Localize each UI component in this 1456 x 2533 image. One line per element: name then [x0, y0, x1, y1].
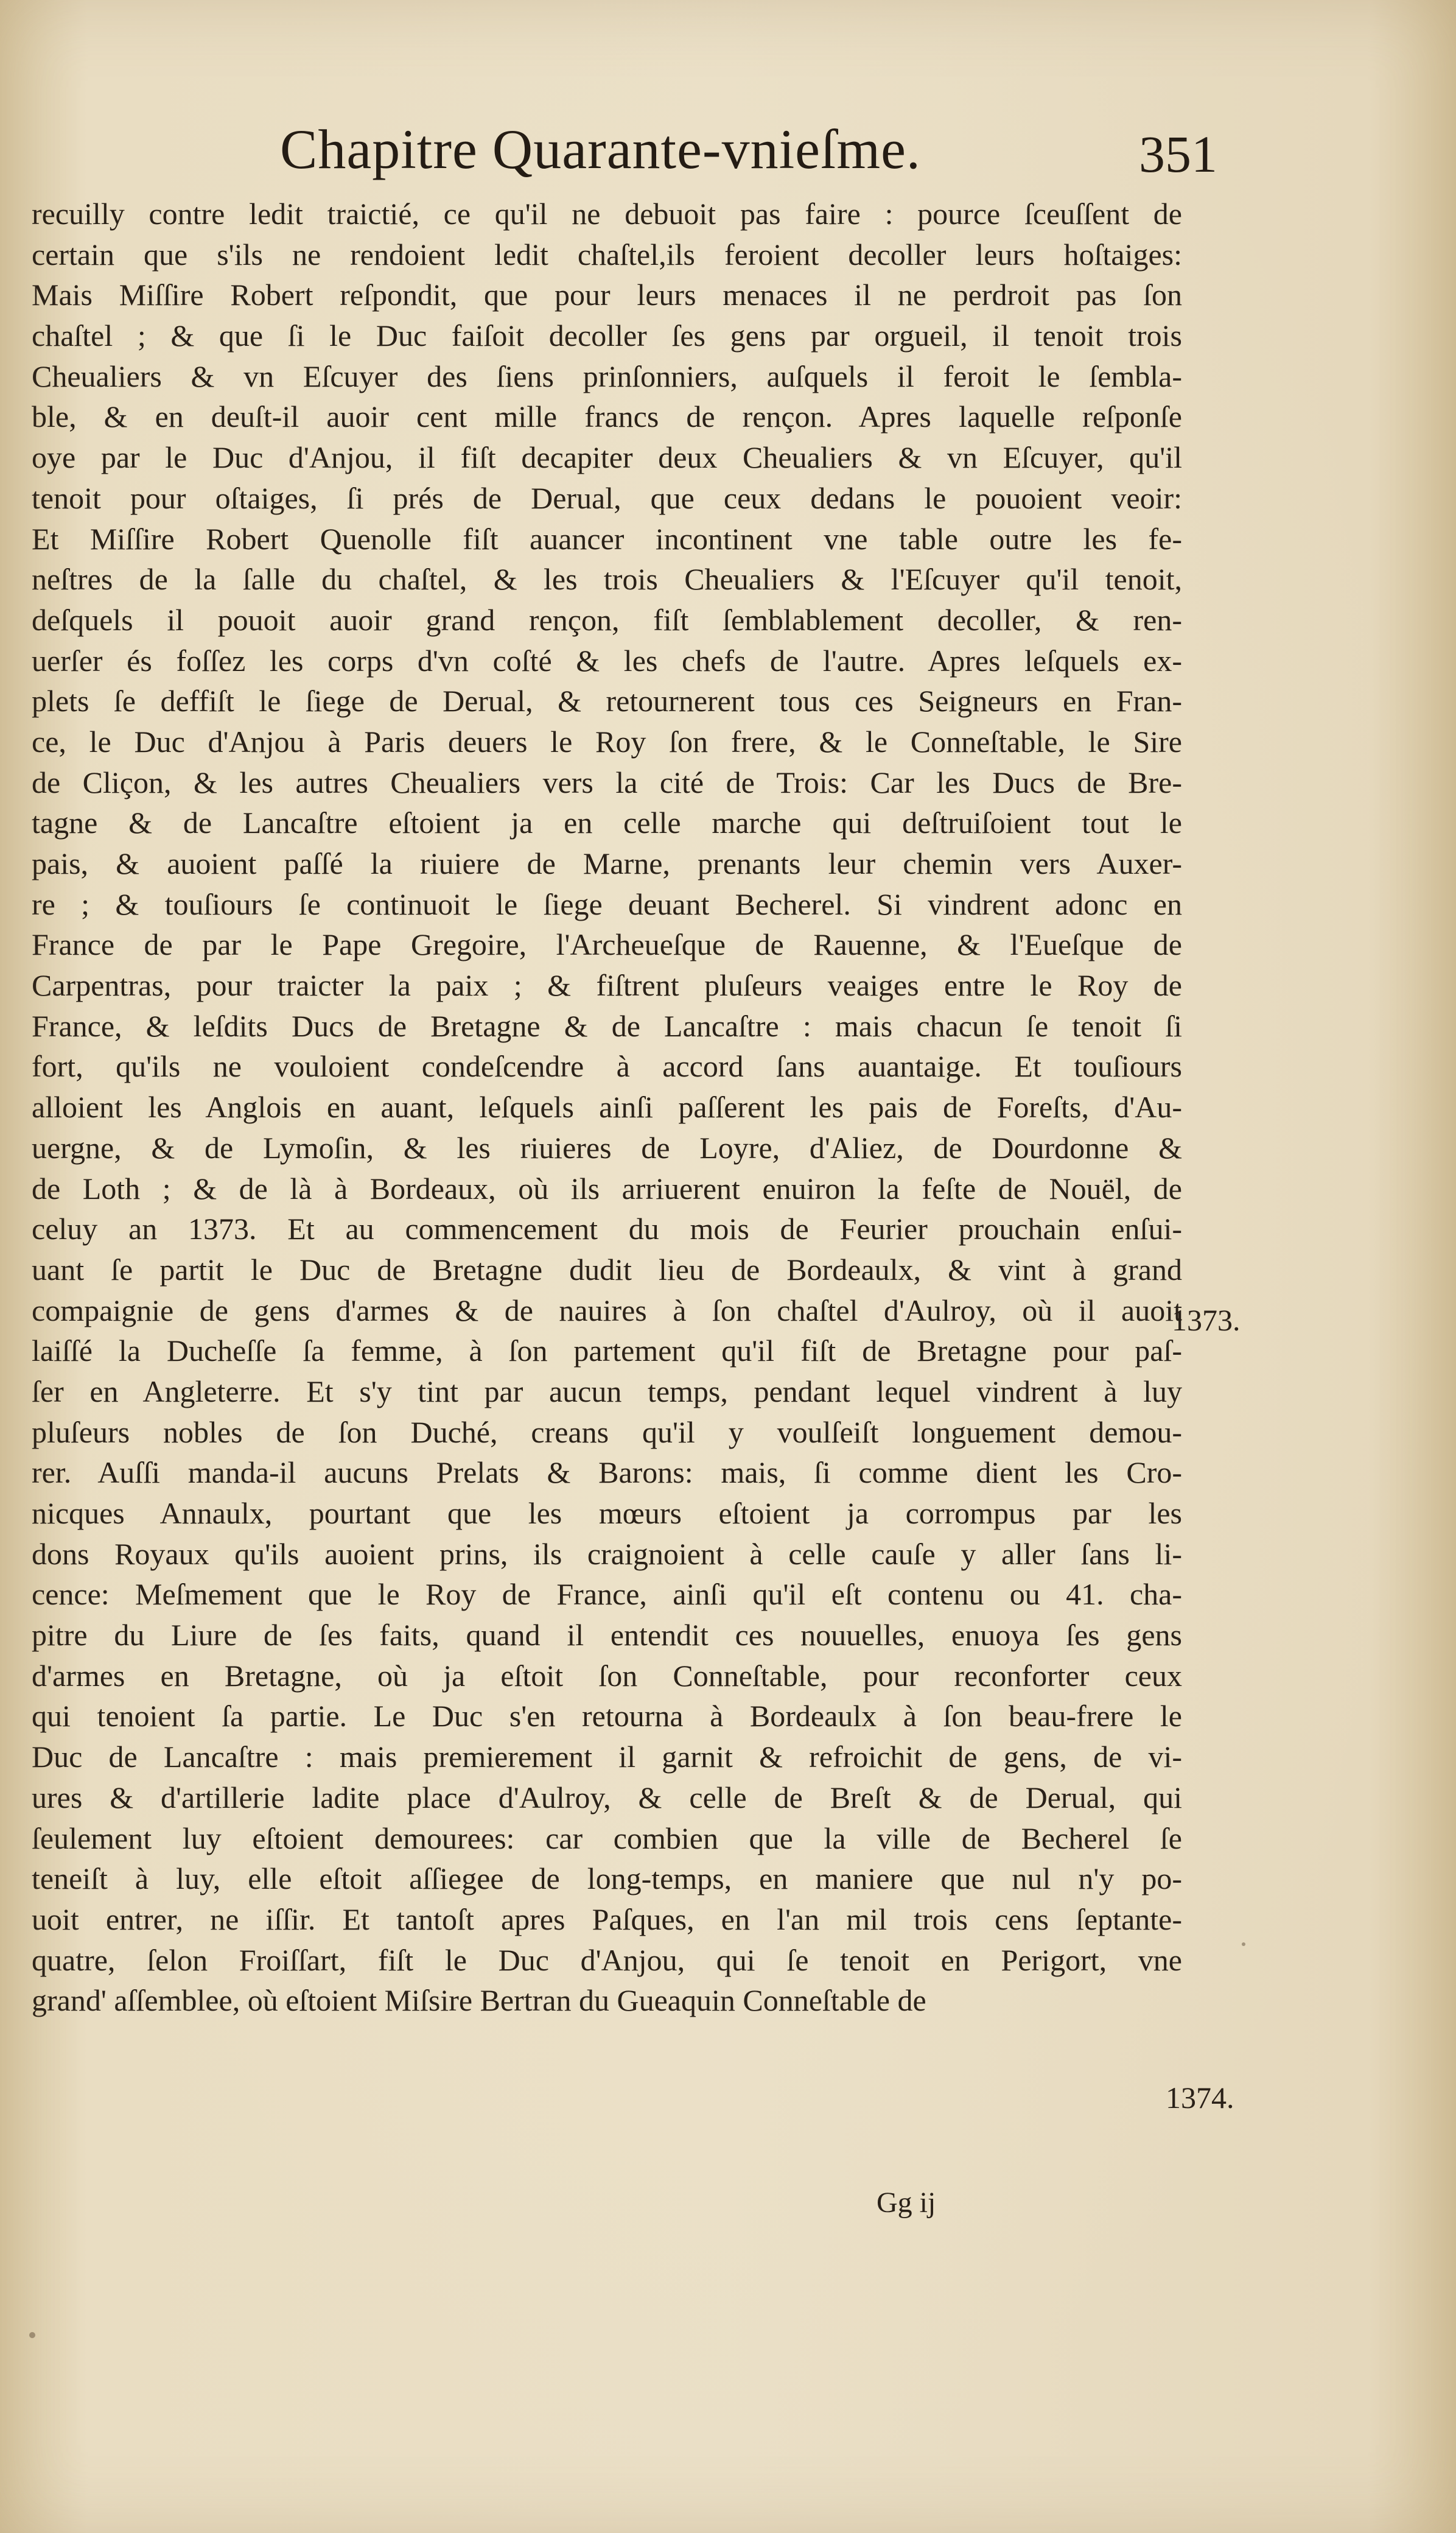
- text-line: Mais Miſſire Robert reſpondit, que pour leurs menaces il ne perdroit pas ſon: [32, 278, 1182, 312]
- text-line: certain que s'ils ne rendoient ledit chaſtel,ils feroient decoller leurs hoſtaiges:: [32, 237, 1182, 272]
- text-line: quatre, ſelon Froiſſart, fiſt le Duc d'Anjou, qui ſe tenoit en Perigort, vne: [32, 1942, 1182, 1977]
- text-line: Et Miſſire Robert Quenolle fiſt auancer incontinent vne table outre les fe-: [32, 521, 1182, 556]
- text-line: ſer en Angleterre. Et s'y tint par aucun temps, pendant lequel vindrent à luy: [32, 1374, 1182, 1408]
- text-line: uoit entrer, ne iſſir. Et tantoſt apres Paſques, en l'an mil trois cens ſeptante-: [32, 1902, 1182, 1936]
- text-line: Carpentras, pour traicter la paix ; & fiſtrent pluſeurs veaiges entre le Roy de: [32, 968, 1182, 1003]
- text-line: deſquels il pouoit auoir grand rençon, fiſt ſemblablement decoller, & ren-: [32, 602, 1182, 637]
- text-line: pitre du Liure de ſes faits, quand il entendit ces nouuelles, enuoya ſes gens: [32, 1618, 1182, 1653]
- text-line: nicques Annaulx, pourtant que les mœurs eſtoient ja corrompus par les: [32, 1496, 1182, 1530]
- ink-speck: [29, 2332, 35, 2338]
- text-line: chaſtel ; & que ſi le Duc faiſoit decoller ſes gens par orgueil, il tenoit trois: [32, 318, 1182, 353]
- text-line: Duc de Lancaſtre : mais premierement il garnit & refroichit de gens, de vi-: [32, 1740, 1182, 1774]
- text-line: alloient les Anglois en auant, leſquels ainſi paſſerent les pais de Foreſts, d'Au-: [32, 1090, 1182, 1125]
- ink-speck: [1242, 1942, 1245, 1946]
- text-line: uerſer és foſſez les corps d'vn coſté & les chefs de l'autre. Apres leſquels ex-: [32, 643, 1182, 678]
- body-text: [32, 194, 1182, 2021]
- text-line: dons Royaux qu'ils auoient prins, ils craignoient à celle cauſe y aller ſans li-: [32, 1536, 1182, 1571]
- margin-note-year-1374: 1374.: [1166, 2081, 1234, 2115]
- margin-note-year-1373: 1373.: [1172, 1303, 1241, 1337]
- text-line: uant ſe partit le Duc de Bretagne dudit lieu de Bordeaulx, & vint à grand: [32, 1252, 1182, 1287]
- text-line: d'armes en Bretagne, où ja eſtoit ſon Conneſtable, pour reconforter ceux: [32, 1658, 1182, 1693]
- text-line: ce, le Duc d'Anjou à Paris deuers le Roy ſon frere, & le Conneſtable, le Sire: [32, 724, 1182, 759]
- page-header: [280, 113, 1217, 204]
- text-line: qui tenoient ſa partie. Le Duc s'en retourna à Bordeaulx à ſon beau-frere le: [32, 1699, 1182, 1734]
- text-line: tagne & de Lancaſtre eſtoient ja en celle marche qui deſtruiſoient tout le: [32, 806, 1182, 840]
- text-line: pluſeurs nobles de ſon Duché, creans qu'il y voulſeiſt longuement demou-: [32, 1414, 1182, 1449]
- text-line: France de par le Pape Gregoire, l'Archeueſque de Rauenne, & l'Eueſque de: [32, 927, 1182, 962]
- text-line: tenoit pour oſtaiges, ſi prés de Derual, que ceux dedans le pouoient veoir:: [32, 480, 1182, 515]
- text-line: uergne, & de Lymoſin, & les riuieres de Loyre, d'Aliez, de Dourdonne &: [32, 1130, 1182, 1165]
- text-line: neſtres de la ſalle du chaſtel, & les trois Cheualiers & l'Eſcuyer qu'il tenoit,: [32, 562, 1182, 597]
- text-line: recuilly contre ledit traictié, ce qu'il ne debuoit pas faire : pource ſceuſſent de: [32, 197, 1182, 231]
- text-line: fort, qu'ils ne vouloient condeſcendre à accord ſans auantaige. Et touſiours: [32, 1049, 1182, 1084]
- text-line: ſeulement luy eſtoient demourees: car combien que la ville de Becherel ſe: [32, 1821, 1182, 1855]
- text-line: celuy an 1373. Et au commencement du mois de Feurier prouchain enſui-: [32, 1212, 1182, 1246]
- text-line: cence: Meſmement que le Roy de France, ainſi qu'il eſt contenu ou 41. cha-: [32, 1577, 1182, 1612]
- catchword: Gg ij: [877, 2187, 936, 2219]
- page-number: 351: [1139, 125, 1217, 183]
- text-line: compaignie de gens d'armes & de nauires à ſon chaſtel d'Aulroy, où il auoit: [32, 1293, 1182, 1327]
- text-line: laiſſé la Ducheſſe ſa femme, à ſon partement qu'il fiſt de Bretagne pour paſ-: [32, 1333, 1182, 1368]
- text-line: pais, & auoient paſſé la riuiere de Marne, prenants leur chemin vers Auxer-: [32, 846, 1182, 880]
- text-line: plets ſe deffiſt le ſiege de Derual, & retournerent tous ces Seigneurs en Fran-: [32, 684, 1182, 718]
- text-line: ble, & en deuſt-il auoir cent mille francs de rençon. Apres laquelle reſponſe: [32, 399, 1182, 434]
- text-line: de Cliçon, & les autres Cheualiers vers la cité de Trois: Car les Ducs de Bre-: [32, 765, 1182, 799]
- text-line: Cheualiers & vn Eſcuyer des ſiens prinſonniers, auſquels il feroit le ſembla-: [32, 359, 1182, 393]
- running-title: Chapitre Quarante-vnieſme.: [280, 118, 921, 180]
- text-line: grand' aſſemblee, où eſtoient Miſsire Bertran du Gueaquin Conneſtable de: [32, 1983, 926, 2018]
- text-line: ures & d'artillerie ladite place d'Aulroy, & celle de Breſt & de Derual, qui: [32, 1780, 1182, 1815]
- text-line: oye par le Duc d'Anjou, il fiſt decapiter deux Cheualiers & vn Eſcuyer, qu'il: [32, 440, 1182, 475]
- text-line: re ; & touſiours ſe continuoit le ſiege deuant Becherel. Si vindrent adonc en: [32, 887, 1182, 921]
- text-line: de Loth ; & de là à Bordeaux, où ils arriuerent enuiron la feſte de Nouël, de: [32, 1171, 1182, 1206]
- text-line: teneiſt à luy, elle eſtoit aſſiegee de long-temps, en maniere que nul n'y po-: [32, 1861, 1182, 1896]
- text-line: rer. Auſſi manda-il aucuns Prelats & Barons: mais, ſi comme dient les Cro-: [32, 1455, 1182, 1490]
- text-line: France, & leſdits Ducs de Bretagne & de Lancaſtre : mais chacun ſe tenoit ſi: [32, 1008, 1182, 1043]
